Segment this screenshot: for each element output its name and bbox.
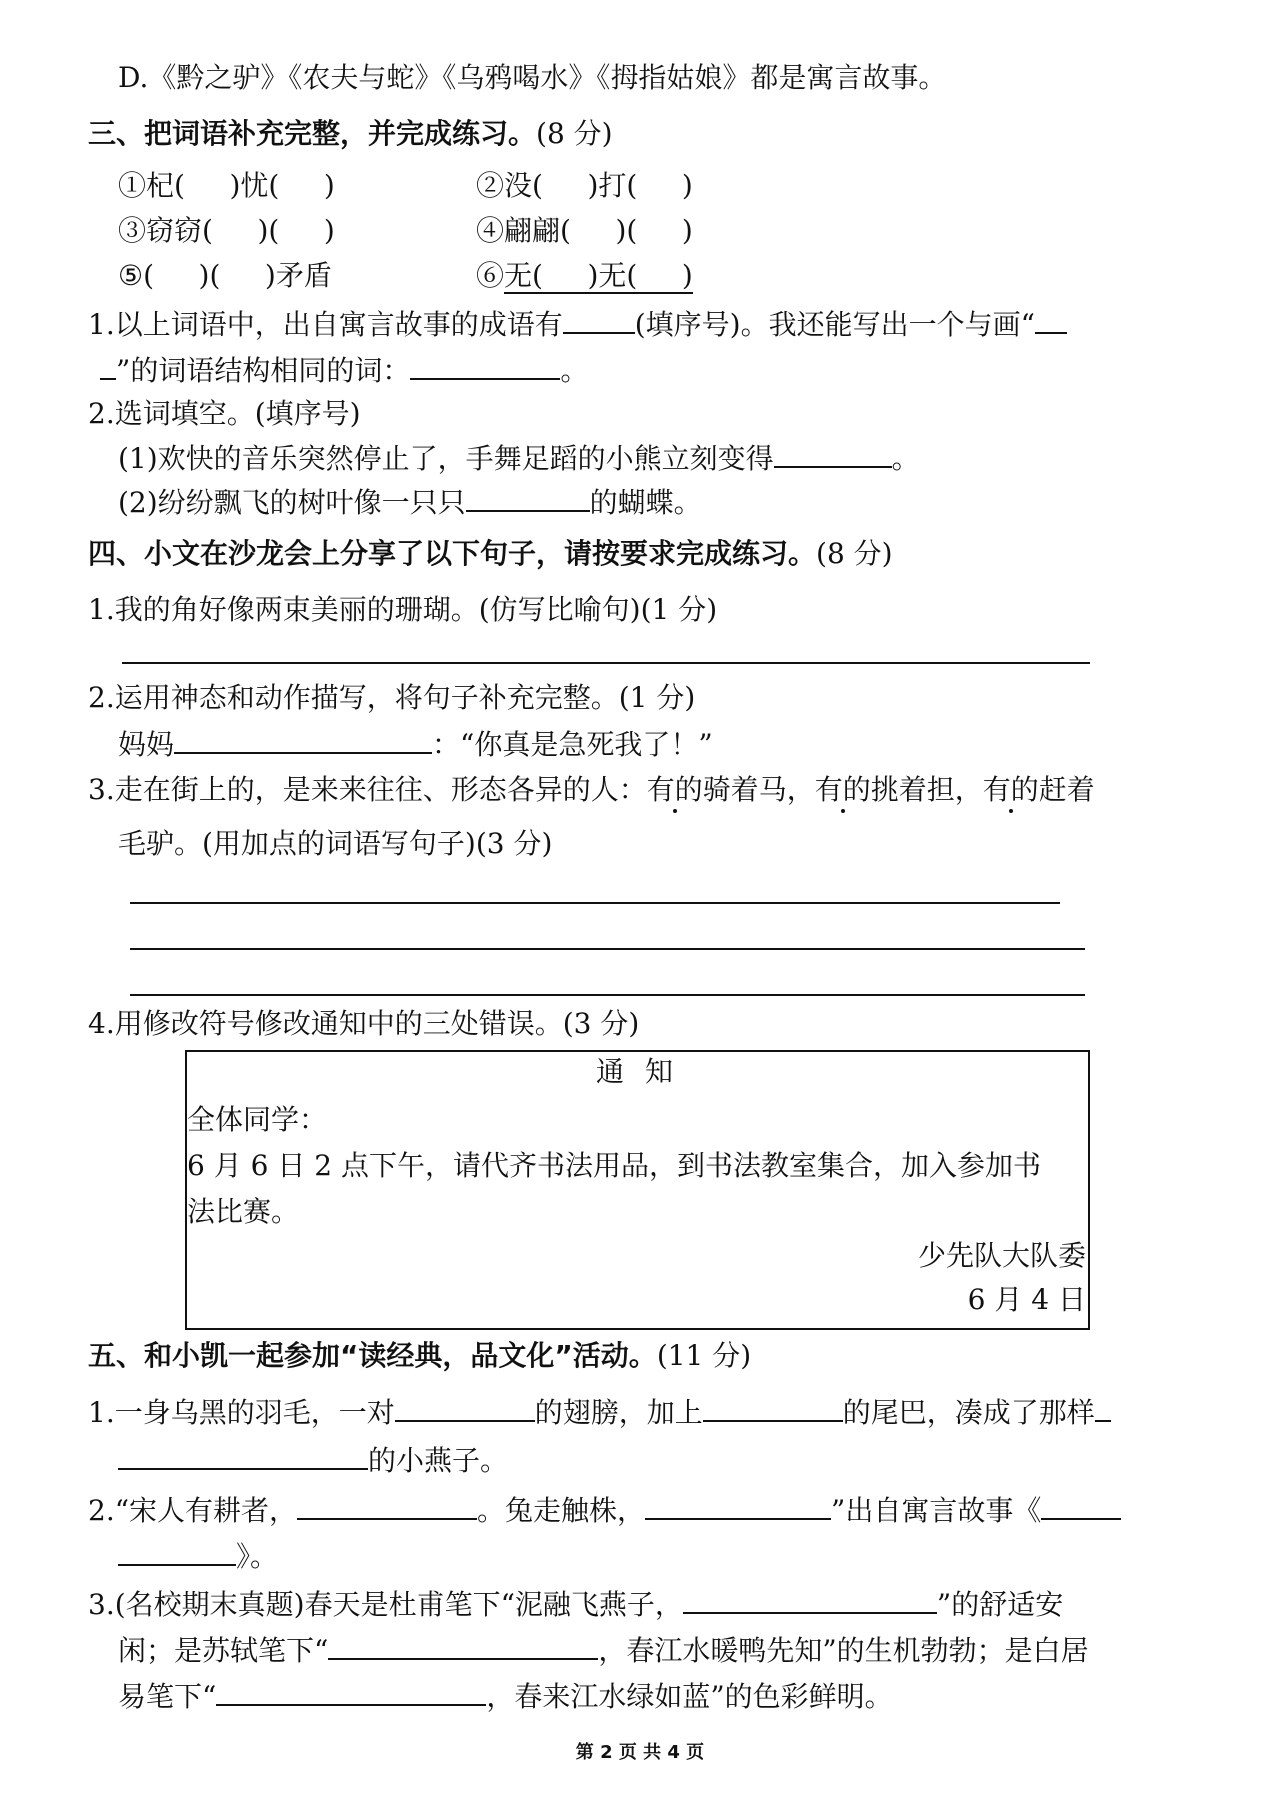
dotted-word: 有的 xyxy=(814,773,871,806)
section-5-heading xyxy=(88,1338,751,1374)
question-text: ”的舒适安 xyxy=(936,1588,1064,1621)
answer-blank[interactable] xyxy=(216,1678,486,1706)
word-part: 无 xyxy=(598,259,627,292)
answer-line[interactable] xyxy=(130,948,1085,950)
question-text: ，春来江水绿如蓝”的色彩鲜明。 xyxy=(486,1680,893,1713)
word-item-2 xyxy=(476,168,693,204)
section-3-score: (8 分) xyxy=(536,117,613,150)
word-part: 翩翩 xyxy=(504,214,561,247)
item-number: ③ xyxy=(118,214,147,247)
question-text: 挑着担， xyxy=(870,773,983,806)
s3-question-2-1 xyxy=(118,440,920,477)
question-text: 3.走在街上的，是来来往往、形态各异的人： xyxy=(88,773,647,806)
question-text: (填序号)。我还能写出一个与画“ xyxy=(634,308,1035,341)
notice-body: 法比赛。 xyxy=(187,1195,300,1228)
answer-blank[interactable] xyxy=(174,726,432,754)
question-text: 闲；是苏轼笔下“ xyxy=(118,1634,329,1667)
s5-question-3-cont2 xyxy=(118,1678,893,1715)
section-4-title: 四、小文在沙龙会上分享了以下句子，请按要求完成练习。 xyxy=(88,537,817,570)
question-text: 骑着马， xyxy=(702,773,815,806)
s4-question-4: 4.用修改符号修改通知中的三处错误。(3 分) xyxy=(88,1007,640,1040)
question-text: 赶着 xyxy=(1038,773,1095,806)
word-part: 窃窃 xyxy=(146,214,203,247)
blank-paren[interactable]: ( ) xyxy=(268,169,335,202)
s3-question-2-2 xyxy=(118,484,702,521)
word-part: 矛盾 xyxy=(275,259,332,292)
s3-question-1-cont xyxy=(100,352,588,389)
answer-blank[interactable] xyxy=(297,1492,477,1520)
answer-line[interactable] xyxy=(122,662,1090,664)
s5-question-3 xyxy=(88,1586,1063,1623)
answer-blank[interactable] xyxy=(118,1538,236,1566)
notice-box xyxy=(185,1050,1090,1330)
answer-blank[interactable] xyxy=(1041,1492,1121,1520)
word-item-4 xyxy=(476,213,693,249)
section-4-heading xyxy=(88,536,893,572)
blank-paren[interactable]: ( ) xyxy=(560,214,627,247)
blank-paren[interactable]: ( ) xyxy=(209,259,276,292)
question-text: 的蝴蝶。 xyxy=(589,486,702,519)
answer-blank[interactable] xyxy=(118,1442,368,1470)
s3-question-2: 2.选词填空。(填序号) xyxy=(88,397,361,430)
s5-question-2-cont xyxy=(118,1538,278,1575)
word-part: 无 xyxy=(504,259,533,292)
section-3-heading xyxy=(88,116,613,152)
section-3-title: 三、把词语补充完整，并完成练习。 xyxy=(88,117,537,150)
word-part: 打 xyxy=(598,169,627,202)
answer-blank[interactable] xyxy=(100,352,116,380)
word-part: 没 xyxy=(504,169,533,202)
question-text: 。 xyxy=(560,354,589,387)
s5-question-2 xyxy=(88,1492,1121,1529)
answer-blank[interactable] xyxy=(395,1394,535,1422)
s5-question-3-cont xyxy=(118,1632,1089,1669)
item-number: ① xyxy=(118,169,147,202)
item-number: ② xyxy=(476,169,505,202)
s5-question-1-cont xyxy=(118,1442,508,1479)
answer-line[interactable] xyxy=(130,902,1060,904)
option-d-line: D.《黔之驴》《农夫与蛇》《乌鸦喝水》《拇指姑娘》都是寓言故事。 xyxy=(118,61,947,94)
question-text: 1.以上词语中，出自寓言故事的成语有 xyxy=(88,308,563,341)
blank-paren[interactable]: ( ) xyxy=(174,169,241,202)
blank-paren[interactable]: ( ) xyxy=(532,259,599,292)
s4-question-3 xyxy=(88,772,1095,808)
question-text: ”出自寓言故事《 xyxy=(831,1494,1042,1527)
question-text: 易笔下“ xyxy=(118,1680,217,1713)
blank-paren[interactable]: ( ) xyxy=(268,214,335,247)
item-number: ⑤ xyxy=(118,259,144,292)
question-text: 》。 xyxy=(236,1540,279,1573)
blank-paren[interactable]: ( ) xyxy=(202,214,269,247)
s4-question-1: 1.我的角好像两束美丽的珊瑚。(仿写比喻句)(1 分) xyxy=(88,593,718,626)
blank-paren[interactable]: ( ) xyxy=(626,259,693,292)
answer-blank[interactable] xyxy=(1095,1394,1111,1422)
notice-title: 通 知 xyxy=(596,1055,679,1088)
notice-date: 6 月 4 日 xyxy=(967,1283,1086,1316)
dotted-word: 有的 xyxy=(982,773,1039,806)
question-text: 妈妈 xyxy=(118,728,175,761)
dotted-word: 有的 xyxy=(646,773,703,806)
section-5-score: (11 分) xyxy=(656,1339,752,1372)
word-item-3 xyxy=(118,213,335,249)
answer-blank[interactable] xyxy=(563,306,635,334)
question-text: 。 xyxy=(891,442,920,475)
blank-paren[interactable]: ( ) xyxy=(626,169,693,202)
question-text: 1.一身乌黑的羽毛，一对 xyxy=(88,1396,395,1429)
word-part: 杞 xyxy=(146,169,175,202)
word-part: 忧 xyxy=(240,169,269,202)
notice-body: 6 月 6 日 2 点下午，请代齐书法用品，到书法教室集合，加入参加书 xyxy=(187,1149,1041,1182)
blank-paren[interactable]: ( ) xyxy=(532,169,599,202)
word-item-5 xyxy=(118,258,332,294)
answer-blank[interactable] xyxy=(703,1394,843,1422)
section-5-title: 五、和小凯一起参加“读经典，品文化”活动。 xyxy=(88,1339,657,1372)
answer-blank[interactable] xyxy=(683,1586,937,1614)
section-4-score: (8 分) xyxy=(816,537,893,570)
question-text: ，春江水暖鸭先知”的生机勃勃；是白居 xyxy=(598,1634,1089,1667)
notice-signature: 少先队大队委 xyxy=(917,1239,1086,1272)
s4-question-2-sentence xyxy=(118,726,713,763)
answer-blank[interactable] xyxy=(1035,306,1067,334)
answer-line[interactable] xyxy=(130,994,1085,996)
item-number: ④ xyxy=(476,214,505,247)
question-text: 3.(名校期末真题)春天是杜甫笔下“泥融飞燕子， xyxy=(88,1588,683,1621)
question-text: 的小燕子。 xyxy=(368,1444,509,1477)
question-text: (1)欢快的音乐突然停止了，手舞足蹈的小熊立刻变得 xyxy=(118,442,774,475)
page-footer: 第 2 页 共 4 页 xyxy=(575,1742,705,1763)
notice-greeting: 全体同学： xyxy=(187,1103,328,1136)
question-text: 的翅膀，加上 xyxy=(534,1396,703,1429)
blank-paren[interactable]: ( ) xyxy=(626,214,693,247)
answer-blank[interactable] xyxy=(410,352,560,380)
item-number: ⑥ xyxy=(476,259,505,292)
question-text: 的尾巴，凑成了那样 xyxy=(842,1396,1095,1429)
question-text: 。兔走触株， xyxy=(477,1494,646,1527)
word-item-1 xyxy=(118,168,335,204)
question-text: 2.“宋人有耕者， xyxy=(88,1494,298,1527)
s4-question-2: 2.运用神态和动作描写，将句子补充完整。(1 分) xyxy=(88,681,696,714)
question-text: (2)纷纷飘飞的树叶像一只只 xyxy=(118,486,466,519)
blank-paren[interactable]: ( ) xyxy=(143,259,210,292)
answer-blank[interactable] xyxy=(645,1492,831,1520)
answer-blank[interactable] xyxy=(466,484,590,512)
s3-question-1 xyxy=(88,306,1067,343)
word-item-6 xyxy=(476,258,693,294)
answer-blank[interactable] xyxy=(774,440,892,468)
question-text: ：“你真是急死我了！” xyxy=(432,728,713,761)
s4-question-3-cont: 毛驴。(用加点的词语写句子)(3 分) xyxy=(118,827,553,860)
answer-blank[interactable] xyxy=(328,1632,598,1660)
question-text: ”的词语结构相同的词： xyxy=(116,354,411,387)
s5-question-1 xyxy=(88,1394,1111,1431)
